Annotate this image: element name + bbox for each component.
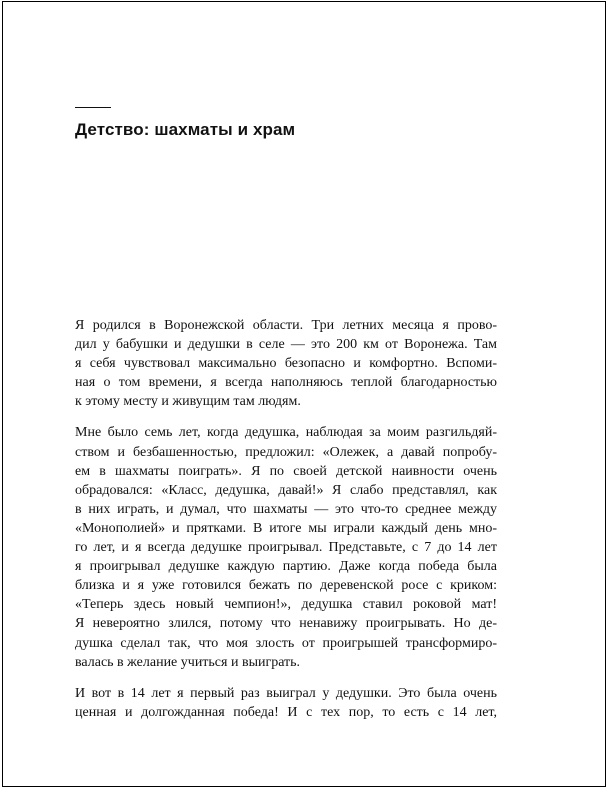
text-line: к этому месту и живущим там людям. xyxy=(75,394,301,410)
text-line: я себя чувствовал максимально безопасно и комфортно. Вспоми- xyxy=(75,356,497,372)
paragraph-3 xyxy=(75,684,497,722)
text-line: ством и безбашенностью, предложил: «Олежек, а давай попробу- xyxy=(75,444,497,460)
text-line: Мне было семь лет, когда дедушка, наблюдая за моим разгильдяй- xyxy=(75,425,497,441)
text-line: душка сделал так, что моя злость от проигрышей трансформиро- xyxy=(75,635,497,651)
text-line: «Монополией» и прятками. В итоге мы играли каждый день мно- xyxy=(75,520,497,536)
paragraph-1 xyxy=(75,316,497,411)
text-line: дил у бабушки и дедушки в селе — это 200 км от Воронежа. Там xyxy=(75,337,497,353)
chapter-rule xyxy=(75,107,111,108)
text-line: ценная и долгожданная победа! И с тех пор, то есть с 14 лет, xyxy=(75,704,497,720)
text-line: я проигрывал дедушке каждую партию. Даже когда победа была xyxy=(75,559,497,575)
chapter-body xyxy=(75,316,497,734)
text-line: го лет, и я всегда дедушке проигрывал. Представьте, с 7 до 14 лет xyxy=(75,540,497,556)
text-line: в них играть, и думал, что шахматы — это что-то среднее между xyxy=(75,501,497,517)
text-line: «Теперь здесь новый чемпион!», дедушка ставил роковой мат! xyxy=(75,597,497,613)
text-line: Я родился в Воронежской области. Три летних месяца я прово- xyxy=(75,318,497,333)
text-line: обрадовался: «Класс, дедушка, давай!» Я слабо представлял, как xyxy=(75,482,497,498)
chapter-title: Детство: шахматы и храм xyxy=(75,120,296,139)
text-line: Я невероятно злился, потому что ненавижу проигрывать. Но де- xyxy=(75,616,497,632)
text-line: близка и я уже готовился бежать по деревенской росе с криком: xyxy=(75,578,497,594)
text-line: ная о том времени, я всегда наполняюсь теплой благодарностью xyxy=(75,375,497,391)
paragraph-2 xyxy=(75,423,497,671)
text-line: И вот в 14 лет я первый раз выиграл у дедушки. Это была очень xyxy=(75,685,497,701)
text-line: валась в желание учиться и выиграть. xyxy=(75,654,301,670)
text-line: ем в шахматы поиграть». Я по своей детской наивности очень xyxy=(75,463,497,479)
book-page xyxy=(2,1,606,787)
